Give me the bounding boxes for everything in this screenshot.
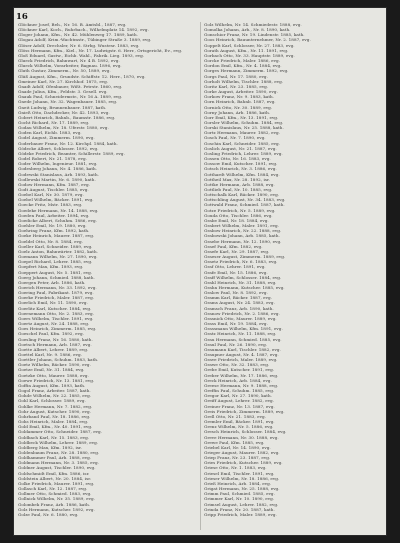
directory-entry: Gorholt Wilhelm, Tischler. 1888, evg. [204, 78, 284, 84]
directory-entry: Greve Hermann, Nr. 30. 1888, evg. [204, 434, 279, 440]
directory-entry: Goldenbaum Franz, Nr. 28. 1880, evg. [18, 449, 100, 455]
directory-entry: Gloß Eduard, Gastw., Eichb. Wahl., Fabrik. Lieg. 1893, evg. [18, 52, 145, 58]
directory-entry: Gneit Ludwig, Brunnenbauer. 1887, kath. [18, 104, 107, 110]
page-number: 16 [16, 12, 28, 22]
directory-entry: Gohde Wilhelm, Nr. 22. 1885, evg. [18, 393, 92, 399]
directory-entry: Gnieß Otto, Dachdecker, Nr. 42. 1893, evg. [18, 109, 110, 115]
directory-entry: Gollasch Karl, Nr. 12. 1887, evg. [18, 486, 88, 492]
directory-entry: Goettler Johann, Schuhm. 1883, kath. [18, 357, 99, 363]
directory-entry: Gotthardt Wilhelm, Kfm. 1884, evg. [204, 171, 280, 177]
directory-entry: Goette Albert, Lehrer. 1889, evg. [18, 346, 89, 352]
directory-entry: Goering Paul, Fabrikant. 1879, evg. [18, 290, 94, 296]
directory-entry: Granow Friedrich, Nr. 2. 1886, evg. [204, 310, 280, 316]
directory-entry: Gouda Otto, Tischler. 1886, evg. [204, 212, 273, 218]
directory-entry: Goetsch Hermann, Arb. 1887, evg. [18, 341, 92, 347]
directory-entry: Goebel Karl, Nr. 30. 1879, evg. [18, 192, 84, 198]
directory-entry: Goehler Emil, Nr. 19. 1880, evg. [18, 223, 87, 229]
right-column [204, 22, 382, 517]
directory-entry: Gralow Paul, Nr. 8. 1892, evg. [204, 290, 268, 296]
directory-entry: Goetze Emil, Nr. 31. 1884, evg. [18, 367, 85, 373]
directory-entry: Goers Wilhelm, Tischler. 1891, evg. [18, 315, 94, 321]
directory-entry: Golz Wilhelm, Nr. 14. Schmiedestr. 1888, evg. [204, 22, 302, 27]
directory-entry: Goeldel Otto, Nr. 8. 1884, evg. [18, 238, 83, 244]
directory-page [14, 8, 386, 535]
directory-entry: Goedeke Hermann, Nr. 14. 1888, evg. [18, 207, 99, 213]
directory-entry: Gries Friedrich, Kutscher. 1889, evg. [204, 460, 283, 466]
directory-entry: Graf Otto, Lehrer. 1891, evg. [204, 264, 266, 270]
directory-entry: Goldbeck Wilhelm, Lehrer. 1889, evg. [18, 439, 99, 445]
directory-entry: Goettel Karl, Nr. 9. 1886, evg. [18, 352, 82, 357]
directory-entry: Grahn Hermann, Kutscher. 1885, evg. [204, 284, 285, 290]
directory-entry: Grabert Wilhelm, Maler. 1891, evg. [204, 223, 280, 229]
directory-entry: Grimsel August, Lehrer. 1882, evg. [204, 501, 279, 507]
directory-entry: Gorr Emil, Kfm., Nr. 13. 1891, evg. [204, 114, 279, 120]
directory-entry: Goewe Friedrich, Nr. 13. 1881, evg. [18, 377, 95, 383]
directory-entry: Gold Emil, Kfm., Nr. 40. 1891, evg. [18, 424, 93, 430]
directory-entry: Gogol Franz, Arbeiter. 1887, kath. [18, 388, 91, 394]
directory-entry: Gornick Otto, Nr. 30. 1889, evg. [204, 104, 273, 110]
directory-entry: Graetz Friedrich, Nr. 6. 1883, evg. [204, 259, 278, 265]
directory-entry: Greber Wilhelm, Nr. 17. 1886, evg. [204, 372, 279, 378]
directory-entry: Goslich August, Nr. 21. 1887, evg. [204, 145, 277, 151]
directory-entry: Gosling Friedrich, Lehrer. 1889, evg. [204, 150, 283, 156]
column-divider [200, 22, 201, 530]
directory-entry: Glüß August, Kfm., Grundstr. Schiffstr. 12. Herr., 1870, evg. [18, 73, 146, 79]
directory-entry: Graeser August, Zimmerm. 1889, evg. [204, 254, 286, 260]
directory-entry: Gordon Emil, Kfm., Nr. 4. 1884, evg. [204, 63, 282, 69]
directory-entry: Goelz Anton, Bahnwärter. 1882, kath. [18, 248, 98, 254]
directory-entry: Golke Friedrich, Maurer. 1891, evg. [18, 480, 95, 486]
directory-entry: Gocht Richard, Nr. 17. 1889, evg. [18, 119, 90, 125]
directory-entry: Gorn Heinrich, Bahnb. 1887, evg. [204, 99, 276, 105]
directory-entry: Golombek Franz, Arb. 1886, kath. [18, 501, 91, 507]
directory-entry: Gorny Johann, Arb. 1886, kath. [204, 109, 271, 115]
directory-entry: Goldstein Albert, Nr. 20. 1884, isr. [18, 475, 92, 481]
directory-entry: Gluth Gustav, Zimmerm., Nr. 50, 1889, evg. [18, 68, 111, 74]
directory-entry: Goder Wilhelm, Ingenieur. 1881, evg. [18, 161, 98, 167]
directory-entry: Goes Heinrich, Zimmerm. 1885, evg. [18, 326, 97, 332]
directory-entry: Graff Wilhelm, Schlosser. 1884, evg. [204, 274, 282, 280]
directory-entry: Grafe Emil, Nr. 15. 1886, evg. [204, 269, 268, 275]
directory-entry: Golze Paul, Nr. 6. 1880, evg. [18, 511, 79, 517]
directory-entry: Grabow Heinrich, Nr. 22. 1888, evg. [204, 228, 282, 234]
directory-entry: Goertz August, Nr. 24. 1888, evg. [18, 321, 90, 327]
directory-entry: Gnede Johann, Nr. 32. Wagenbauer. 1885, evg. [18, 99, 118, 105]
directory-entry: Glueck Wilhelm, Vorarbeiter, Bagnau. 1896, evg. [18, 63, 122, 69]
directory-entry: Gottschling August, Nr. 34. 1883, evg. [204, 197, 286, 203]
directory-entry: Goerlitz Karl, Kutscher. 1884, evg. [18, 305, 92, 311]
directory-entry: Graul Paul, Nr. 26. 1890, evg. [204, 341, 268, 347]
directory-entry: Goldbach Karl, Nr. 15. 1883, evg. [18, 434, 90, 440]
directory-entry: Gorbach Otto, Nr. 33. Hauptstr. 1889, evg. [204, 52, 295, 58]
directory-entry: Godau Wilhelm, Nr. 18. Uferstr. 1880, evg. [18, 125, 109, 131]
directory-entry: Grass Emil, Nr. 19. 1884, evg. [204, 321, 268, 327]
directory-entry: Gohr August, Kutscher. 1890, evg. [18, 408, 91, 414]
directory-entry: Gorges Hermann, Zimmerm. 1892, evg. [204, 68, 289, 74]
directory-entry: Goesling Franz, Nr. 16. 1880, kath. [18, 336, 93, 342]
directory-entry: Goldschmidt Emil, Kfm. 1886, isr. [18, 470, 90, 476]
directory-entry: Godesberg Johann, Nr. 4. 1886, kath. [18, 166, 98, 172]
directory-entry: Gresch Heinrich, Schlosser. 1884, evg. [204, 429, 287, 435]
directory-entry: Gödeke Friedrich, Beamter, Schillerstr. 1889, evg. [18, 150, 125, 156]
directory-entry: Grieger August, Maurer. 1882, evg. [204, 449, 280, 455]
directory-entry: Gregor Karl, Nr. 27. 1890, kath. [204, 393, 272, 399]
directory-entry: Grieß Heinrich, Arb. 1884, evg. [204, 480, 272, 486]
directory-entry: Gortz Hermann, Maurer. 1882, evg. [204, 130, 281, 136]
directory-entry: Glöckner Karl, Koch., Ruhrbach., Wilhelmplatz 14. 1892, evg. [18, 27, 149, 33]
directory-entry: Gödecke Albert, Schlosser. 1892, evg. [18, 145, 99, 151]
directory-entry: Gnade Julius, Kfm., Feldstr. 3. Gesell. evg. [18, 89, 108, 95]
directory-entry: Goecke Fritz, Mstr. 1883, evg. [18, 202, 83, 208]
directory-entry: Greis Friedrich, Zimmerm. 1889, evg. [204, 408, 285, 414]
directory-entry: Grinda Franz, Nr. 20. 1887, kath. [204, 506, 275, 512]
directory-entry: Griesel Emil, Tischler. 1891, evg. [204, 470, 275, 476]
directory-entry: Gollnick Wilhelm, Nr. 35. 1889, evg. [18, 496, 95, 502]
directory-entry: Goritz Karl, Nr. 23. 1885, evg. [204, 83, 269, 89]
directory-entry: Gonschior Franz, Nr. 19. Lindenstr. 1885, kath. [204, 32, 305, 38]
directory-entry: Godow Hermann, Kfm. 1887, evg. [18, 181, 91, 187]
directory-entry: Glogau Adolf, Krim.-Wachtmstr., Tübinger Straße 3. 1889, evg. [18, 37, 152, 43]
directory-entry: Gnauk Paul, Schneidermstr., Nr. 16 A. 1889, evg. [18, 94, 123, 100]
directory-entry: Goeppert August, Nr. 5. 1881, evg. [18, 269, 93, 275]
directory-entry: Goergen Peter, Arb. 1886, kath. [18, 279, 86, 285]
directory-entry: Gnadt Adolf, Ofenbauer, Wißt. Petrstr. 1860, evg. [18, 83, 123, 89]
directory-entry: Gollmer Otto, Schmied. 1883, evg. [18, 491, 92, 497]
directory-entry: Goemann Wilhelm, Nr. 27. 1890, evg. [18, 254, 98, 260]
directory-entry: Grimmer Karl, Nr. 10. 1890, evg. [204, 496, 275, 502]
directory-entry: Gloger Johann, Kfm., Nr. 42. Mühlenweg 17. 1889, kath. [18, 32, 138, 38]
directory-entry: Gorgs Paul, Nr. 17. 1880, evg. [204, 73, 268, 79]
directory-entry: Gorski Stanislaus, Nr. 25. 1888, kath. [204, 125, 284, 131]
directory-entry: Glöser Adolf, Drechsler, Nr. 6. Strbg. Wustesr. 1883, evg. [18, 42, 140, 48]
directory-entry: Grabowski Johann, Arb. 1885, kath. [204, 233, 280, 239]
directory-entry: Graumann Karl, Tischler. 1882, evg. [204, 346, 281, 352]
directory-entry: Greiner Franz, Nr. 13. 1887, evg. [204, 403, 275, 409]
directory-entry: Goeden Paul, Arbeiter. 1894, evg. [18, 212, 90, 218]
directory-entry: Goernemann Otto, Nr. 2. 1883, evg. [18, 310, 95, 316]
directory-entry: Gramm Karl, Bäcker. 1887, evg. [204, 295, 273, 301]
directory-entry: Gossow Emil, Kutscher. 1891, evg. [204, 161, 278, 167]
directory-entry: Goderbauer Franz, Nr. 12. Kirchpl. 1884, kath. [18, 140, 118, 146]
directory-entry: Goepel Richard, Lehrer. 1885, evg. [18, 259, 93, 265]
directory-entry: Godel Robert, Nr. 21. 1878, evg. [18, 156, 87, 162]
directory-entry: Gremler Emil, Bäcker. 1891, evg. [204, 419, 275, 425]
directory-entry: Gotsch Heinrich, Nr. 3. 1886, evg. [204, 166, 277, 172]
directory-entry: Gossen Otto, Nr. 16. 1883, evg. [204, 156, 271, 162]
directory-entry: Grenz Wilhelm, Nr. 5. 1886, evg. [204, 424, 274, 430]
directory-entry: Gomolka Johann, Arb., Nr. 8. 1890, kath. [204, 27, 291, 33]
directory-entry: Godt August, Tischler. 1885, evg. [18, 187, 89, 192]
directory-entry: Grieser Wilhelm, Nr. 18. 1886, evg. [204, 475, 280, 481]
directory-entry: Grebe Emil, Kutscher. 1891, evg. [204, 367, 275, 373]
directory-entry: Goerke Friedrich, Maler. 1887, evg. [18, 295, 95, 301]
directory-entry: Greese Hermann, Nr. 9. 1888, evg. [204, 382, 279, 388]
directory-entry: Griebel Karl, Nr. 14. 1890, evg. [204, 444, 271, 450]
directory-entry: Goos Heinrich, Bauunternehmer, Nr. 2. 1887, evg. [204, 37, 311, 43]
directory-entry: Goebel Wilhelm, Bäcker. 1891, evg. [18, 197, 94, 203]
directory-entry: Gohrband Paul, Nr. 18. 1886, evg. [18, 413, 91, 419]
directory-entry: Godewski Stanislaus, Arb. 1893, kath. [18, 171, 100, 177]
directory-entry: Goetz Wilhelm, Bäcker. 1890, evg. [18, 362, 91, 368]
directory-entry: Gorsler Wilhelm, Schuhm. 1884, evg. [204, 119, 284, 125]
directory-entry: Grawe Otto, Nr. 32. 1883, evg. [204, 362, 270, 368]
directory-entry: Goerlich Emil, Nr. 11. 1890, evg. [18, 300, 88, 306]
directory-entry: Gorath August, Kfm., Nr. 11. 1891, evg. [204, 47, 289, 53]
directory-entry: Graefe Karl, Nr. 29. 1887, evg. [204, 248, 270, 254]
directory-entry: Grau Hermann, Schmied. 1885, evg. [204, 336, 282, 342]
directory-entry: Goerich Hermann, Nr. 33. 1892, evg. [18, 284, 97, 290]
directory-entry: Glueck Friedrich, Bahnwart, Nr. 4 B. 1892, evg. [18, 58, 120, 64]
directory-entry: Grabe Emil, Nr. 18. 1884, evg. [204, 217, 269, 223]
directory-entry: Gohl Karl, Schlosser. 1889, evg. [18, 398, 86, 404]
directory-entry: Grave Friedrich, Maler. 1889, evg. [204, 357, 278, 363]
directory-entry: Goldammer Otto, Schneider. 1887, evg. [18, 429, 103, 435]
directory-entry: Godlewski Martin, Nr. 6. 1890, kath. [18, 176, 96, 182]
directory-entry: Gramsch Franz, Arb. 1890, kath. [204, 305, 274, 311]
directory-entry: Goeller Karl, Schneider. 1889, evg. [18, 243, 93, 249]
directory-entry: Gmeiner Karl, Nr. 27. Kirchhof. 1875, evg. [18, 78, 109, 84]
directory-entry: Gosch Paul, Nr. 7. 1890, evg. [204, 135, 266, 141]
directory-entry: Goerg Johann, Schmied. 1888, kath. [18, 274, 95, 280]
directory-entry: Goldmann Hermann, Nr. 3. 1885, evg. [18, 460, 100, 466]
directory-entry: Gohlke Hermann, Nr. 7. 1882, evg. [18, 403, 93, 409]
directory-entry: Goden Karl, Eichb. 1883, evg. [18, 130, 82, 136]
directory-entry: Gottschalk Karl, Bäcker. 1890, evg. [204, 192, 280, 198]
directory-entry: Gratz Heinrich, Nr. 11. 1888, evg. [204, 331, 277, 337]
directory-entry: Goldberg Max, Kfm. 1892, isr. [18, 444, 82, 450]
directory-entry: Goschin Karl, Schneider. 1885, evg. [204, 140, 281, 146]
directory-entry: Goeke Heinrich, Maurer. 1887, evg. [18, 233, 95, 239]
directory-entry: Grassmann Wilhelm, Kfm. 1891, evg. [204, 326, 283, 332]
directory-entry: Goetzke Otto, Maurer. 1888, evg. [18, 372, 89, 378]
directory-entry: Golz Hermann, Kutscher. 1892, evg. [18, 506, 95, 512]
directory-entry: Goppelt Karl, Schlosser, Nr. 27. 1883, evg. [204, 42, 295, 48]
directory-entry: Gorke August, Arbeiter. 1890, evg. [204, 89, 278, 95]
directory-entry: Gottke Hermann, Arb. 1888, evg. [204, 181, 275, 187]
directory-entry: Goedicke Albert, Schuhm. 1886, evg. [18, 217, 98, 223]
directory-entry: Goeschel Paul, Kfm. 1892, evg. [18, 331, 85, 337]
directory-entry: Greck Heinrich, Arb. 1884, evg. [204, 377, 272, 383]
directory-entry: Gottlieb Paul, Nr. 10. 1885, evg. [204, 187, 273, 192]
directory-entry: Goffin August, Kfm. 1893, kath. [18, 382, 86, 388]
directory-entry: Graebe Hermann, Nr. 12. 1890, evg. [204, 238, 282, 244]
directory-entry: Goehring Franz, Kfm. 1892, kath. [18, 228, 90, 234]
directory-entry: Grell Otto, Nr. 21. 1883, evg. [204, 413, 266, 419]
directory-entry: Griep Franz, Nr. 23. 1887, evg. [204, 455, 271, 461]
directory-entry: Gorcke Friedrich, Maler. 1886, evg. [204, 58, 281, 64]
directory-entry: Grimm Paul, Schmied. 1885, evg. [204, 491, 275, 497]
directory-entry: Grahl Heinrich, Nr. 31. 1888, evg. [204, 279, 277, 285]
directory-entry: Goepfert Max, Kfm. 1893, evg. [18, 264, 84, 270]
directory-entry: Goldner August, Tischler. 1890, evg. [18, 465, 96, 471]
directory-entry: Gorkow Franz, Nr. 9. 1883, kath. [204, 94, 275, 100]
directory-entry: Grewe Paul, Kfm. 1885, evg. [204, 439, 265, 445]
directory-entry: Gohs Heinrich, Maler. 1884, evg. [18, 419, 89, 425]
directory-entry: Gottwald Franz, Schmied. 1887, kath. [204, 202, 285, 208]
directory-entry: Glöss Hermann, Kfm., Kiel., Nr. 17. Ludwigstr. 6. Herr., Ortsgericht, Ev., evg. [18, 47, 183, 53]
left-column [18, 22, 196, 517]
directory-entry: Goldhammer Paul, Arb. 1888, evg. [18, 455, 92, 461]
directory-entry: Graupner August, Nr. 4. 1887, evg. [204, 352, 279, 357]
directory-entry: Gobert Heinrich, Bahnb., Baumstr. 1886, evg. [18, 114, 116, 120]
directory-entry: Gottheil Max, Nr. 28. 1892, isr. [204, 176, 270, 182]
directory-entry: Glöckner Josef, Beh., Nr. 16. B. Amtsbl., 1887, evg. [18, 22, 127, 27]
directory-entry: Greiff August, Lehrer. 1882, evg. [204, 398, 275, 404]
directory-entry: Grasnick Otto, Maurer. 1889, evg. [204, 315, 277, 321]
directory-entry: Grigat Hermann, Nr. 25. 1888, evg. [204, 486, 280, 492]
directory-entry: Greffin Paul, Schuhm. 1885, evg. [204, 388, 275, 394]
directory-entry: Gotze Friedrich, Nr. 5. 1889, evg. [204, 207, 276, 213]
directory-entry: Grams August, Nr. 24. 1883, evg. [204, 300, 275, 306]
directory-entry: Griese Otto, Nr. 1. 1883, evg. [204, 465, 267, 471]
directory-entry: Graef Paul, Kfm. 1882, evg. [204, 243, 263, 249]
directory-entry: Gripp Friedrich, Maler. 1889, evg. [204, 511, 277, 517]
directory-entry: Godel August, Zimmerm. 1890, evg. [18, 135, 95, 141]
